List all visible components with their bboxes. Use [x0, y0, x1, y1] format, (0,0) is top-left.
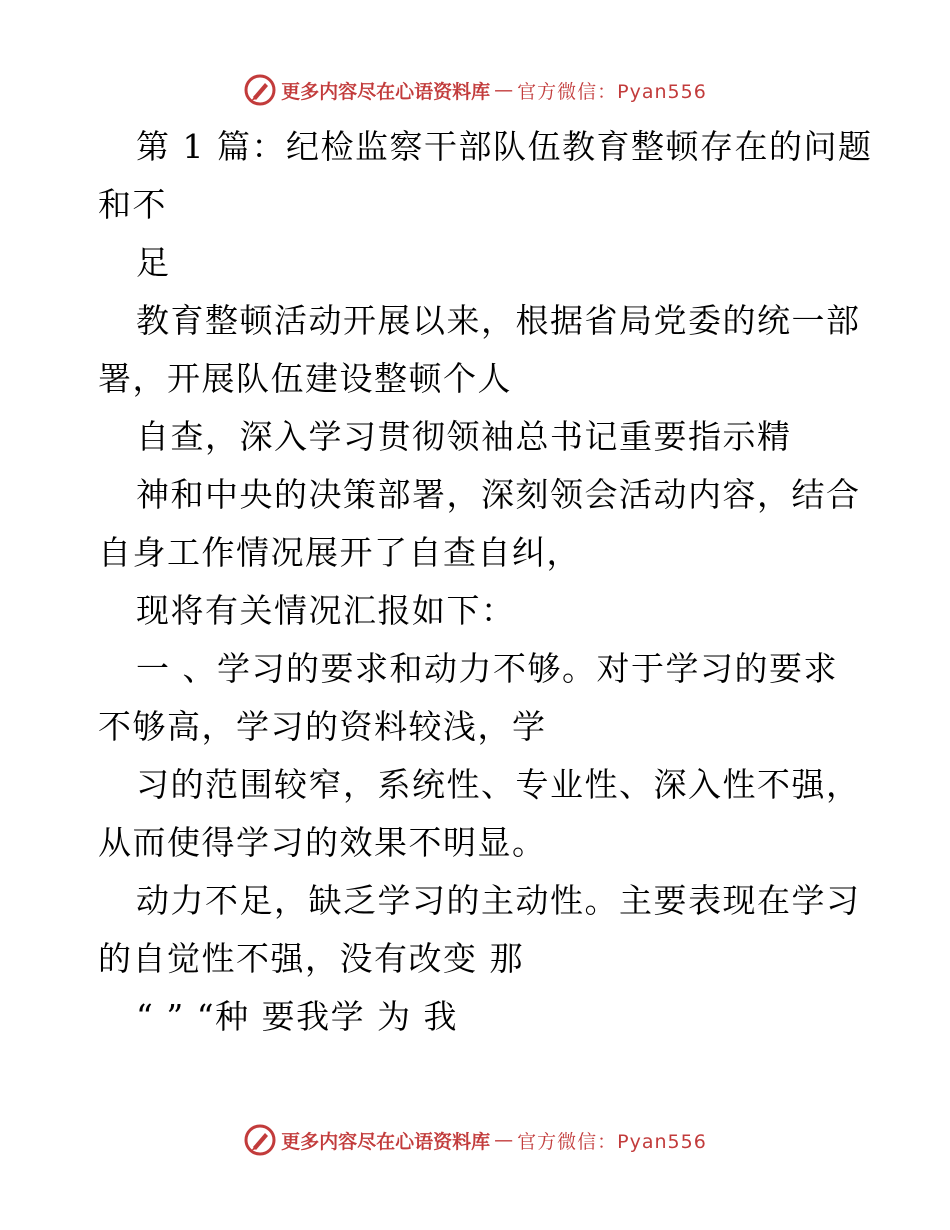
pen-swirl-icon	[243, 1123, 277, 1157]
text-line: 习的范围较窄，系统性、专业性、深入性不强，	[136, 765, 861, 804]
text-line: 自身工作情况展开了自查自纠，	[98, 533, 581, 572]
watermark-dash: —	[494, 79, 514, 101]
document-body	[98, 118, 873, 1046]
watermark-wechat: 官方微信：Pyan556	[517, 1130, 707, 1153]
text-line: 足	[136, 243, 171, 282]
text-line: 不够高，学习的资料较浅，学	[98, 707, 547, 746]
watermark-text: 更多内容尽在心语资料库	[281, 80, 491, 103]
footer-watermark	[0, 1120, 950, 1160]
text-line: 神和中央的决策部署，深刻领会活动内容，结合	[136, 475, 861, 514]
text-line: 署，开展队伍建设整顿个人	[98, 359, 512, 398]
text-line: 现将有关情况汇报如下：	[136, 591, 516, 630]
text-line: 动力不足，缺乏学习的主动性。主要表现在学习	[136, 881, 861, 920]
text-line: 第 1 篇：纪检监察干部队伍教育整顿存在的问题	[136, 127, 873, 166]
watermark-wechat: 官方微信：Pyan556	[517, 80, 707, 103]
watermark-text: 更多内容尽在心语资料库	[281, 1130, 491, 1153]
text-line: 自查，深入学习贯彻领袖总书记重要指示精	[136, 417, 792, 456]
text-line: 和不	[98, 185, 167, 224]
pen-swirl-icon	[243, 73, 277, 107]
text-line: 一 、学习的要求和动力不够。对于学习的要求	[136, 649, 838, 688]
text-line: 的自觉性不强，没有改变 那	[98, 939, 524, 978]
header-watermark	[0, 70, 950, 110]
watermark-dash: —	[494, 1129, 514, 1151]
text-line: 从而使得学习的效果不明显。	[98, 823, 547, 862]
text-line: “ ” “种 要我学 为 我	[136, 997, 459, 1036]
text-line: 教育整顿活动开展以来，根据省局党委的统一部	[136, 301, 861, 340]
